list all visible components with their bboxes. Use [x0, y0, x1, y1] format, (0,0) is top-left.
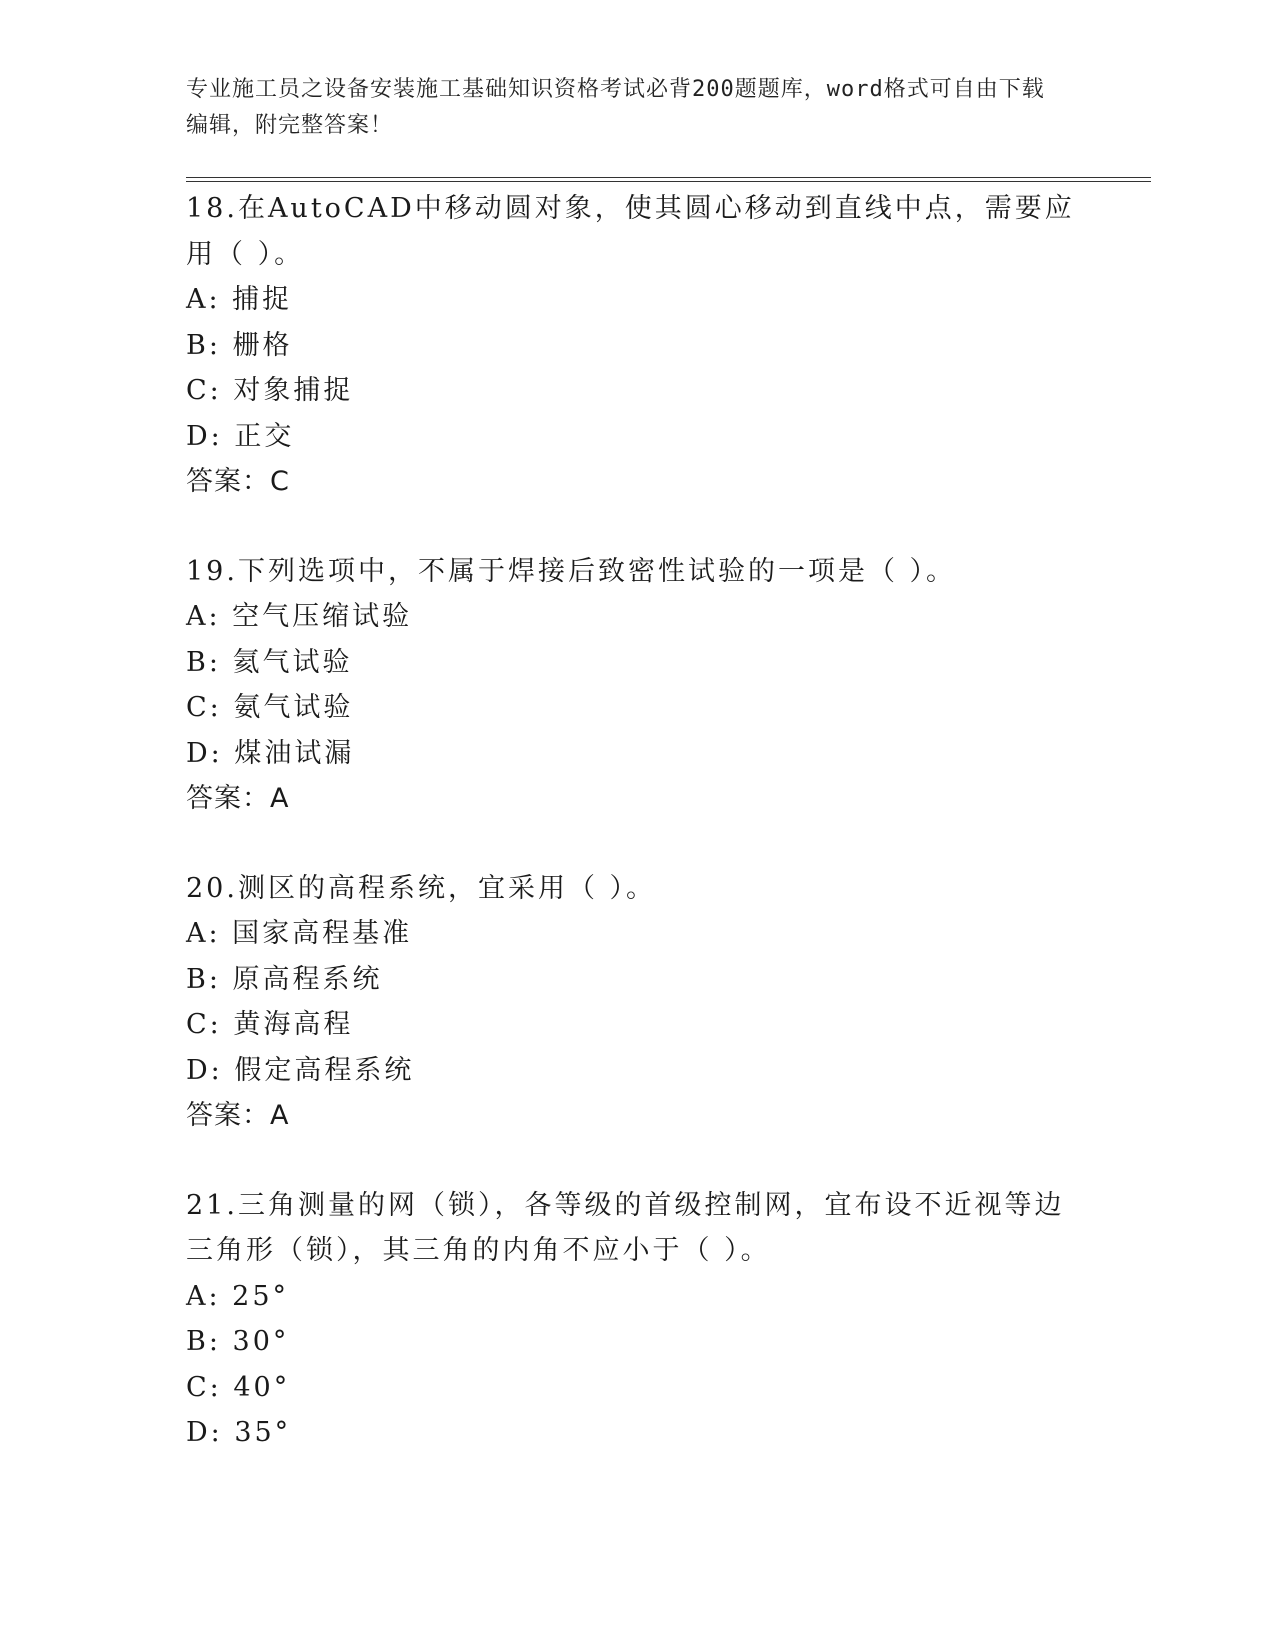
option-a: A: 国家高程基准 [186, 918, 413, 949]
option-c: C: 黄海高程 [186, 1009, 354, 1040]
question-20 [186, 866, 1106, 1139]
answer-label: 答案：A [186, 783, 290, 814]
header-divider [186, 177, 1151, 182]
option-a: A: 捕捉 [186, 284, 293, 315]
option-c: C: 氨气试验 [186, 692, 354, 723]
document-header: 专业施工员之设备安装施工基础知识资格考试必背200题题库，word格式可自由下载编辑，附完整答案！ [186, 77, 1045, 138]
option-d: D: 假定高程系统 [186, 1054, 415, 1086]
question-stem: 18.在AutoCAD中移动圆对象，使其圆心移动到直线中点，需要应用（ ）。 [186, 193, 1075, 270]
question-18 [186, 186, 1106, 505]
option-b: B: 栅格 [186, 329, 293, 361]
option-a: A: 25° [186, 1280, 290, 1312]
option-c: C: 40° [186, 1371, 291, 1403]
option-d: D: 正交 [186, 420, 295, 452]
option-b: B: 原高程系统 [186, 963, 383, 995]
question-stem: 20.测区的高程系统，宜采用（ ）。 [186, 872, 657, 904]
question-19 [186, 549, 1106, 822]
question-stem: 21.三角测量的网（锁），各等级的首级控制网，宜布设不近视等边三角形（锁），其三角的内角不应小于（ ）。 [186, 1189, 1065, 1266]
answer-label: 答案：C [186, 466, 290, 497]
option-c: C: 对象捕捉 [186, 375, 354, 406]
answer-label: 答案：A [186, 1100, 290, 1131]
question-21 [186, 1183, 1106, 1456]
option-d: D: 35° [186, 1417, 292, 1448]
option-d: D: 煤油试漏 [186, 737, 355, 769]
option-a: A: 空气压缩试验 [186, 601, 413, 632]
option-b: B: 30° [186, 1326, 290, 1357]
question-list [186, 186, 1106, 1500]
option-b: B: 氦气试验 [186, 646, 353, 678]
question-stem: 19.下列选项中，不属于焊接后致密性试验的一项是（ ）。 [186, 555, 957, 587]
